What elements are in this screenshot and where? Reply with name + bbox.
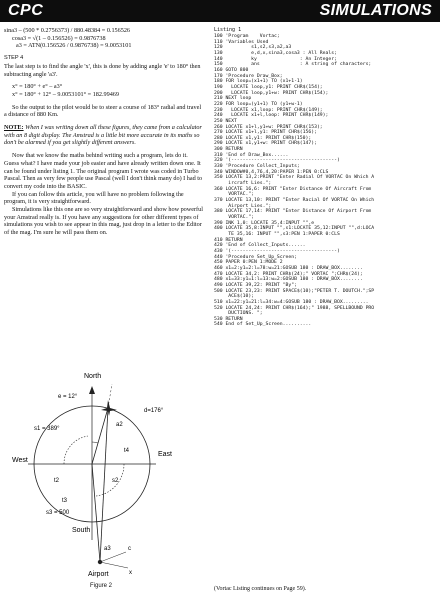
east-label: East — [158, 451, 173, 458]
d-angle-label: d=176° — [144, 408, 164, 414]
code-line: 480 x1=33:y1=1:l=13:w=2:GOSUB 180 : DRAW_BOX........ — [214, 277, 363, 283]
code-line: 530 RETURN — [214, 316, 243, 322]
body-paragraph: Simulations like this one are so very straightforward and show how powerful your Amstrad really is. If you have any suggestions for other different types of simulations you wish to see appear in this mag, just drop in a letter to the Editor of the mag. I'm sure he will pass them on. — [4, 206, 203, 237]
listing-title: Listing 1 — [214, 27, 242, 33]
output-paragraph: So the output to the pilot would be to steer a course of 183° radial and travel a distance of 880 Km. — [4, 103, 202, 119]
code-line: 240 LOCATE x1+l,loop: PRINT CHR$(149); — [214, 113, 329, 119]
step4-heading: STEP 4 — [4, 55, 24, 62]
figure-2-diagram — [4, 364, 204, 584]
code-line: 320 '(-------------------------------------) — [214, 158, 340, 164]
t2-label: t2 — [54, 478, 60, 484]
t3-label: t3 — [62, 498, 68, 504]
code-line: 140 ky : An Integer; — [214, 56, 337, 62]
code-line: VORTAC."; — [214, 192, 255, 198]
code-line: 180 FOR loop=(x1+1) TO (x1+1-1) — [214, 79, 303, 85]
code-line: 380 LOCATE 17,14: PRINT "Enter Distance Of Airport From — [214, 209, 372, 215]
step4-text: The last step is to find the angle 'x', this is done by adding angle 'e' to 180° then subtracting angle 'a3'. — [4, 62, 201, 78]
code-line: ACE$(10); — [214, 294, 255, 300]
s3-line — [92, 464, 100, 562]
north-arrow-icon — [89, 386, 95, 394]
x-label: x — [129, 570, 132, 576]
code-line: 370 LOCATE 13,10: PRINT "Enter Racial Of VORTAC On Which — [214, 198, 375, 204]
s2-label: s2 — [112, 478, 119, 484]
code-line: 260 LOCATE x1+l,y1+w: PRINT CHR$(153); — [214, 124, 323, 130]
code-line: 400 LOCATE 35,8:INPUT "",s1:LOCATE 35,12:INPUT "",d:LOCA — [214, 226, 375, 232]
airport-marker-icon — [98, 560, 102, 564]
code-line: 470 LOCATE 34,2: PRINT CHR$(24);" VORTAC ";CHR$(24); — [214, 271, 363, 277]
airport-label: Airport — [88, 571, 109, 578]
code-line: 410 RETURN — [214, 237, 243, 243]
figure-caption: Figure 2 — [90, 583, 113, 589]
code-line: 330 'Procedure Collect_Inputs; — [214, 164, 300, 170]
x-equation: x° = 180° + 12° – 9.0053101° = 182.99469 — [12, 90, 119, 98]
body-paragraph: Now that we know the maths behind writing such a program, lets do it. Guess what? I have made your job easier and have already written down one. It can be found under listing 1. The original program I wrote was coded in Turbo Pascal. Then as very few people use Pascal (well I don't think many do) I had to convert my code into the BASIC. — [4, 152, 203, 190]
code-line: 420 'End of Collect_Inputs...... — [214, 243, 306, 249]
code-line: 350 LOCATE 13,2:PRINT "Enter Radial Of VORTAC On Which A — [214, 175, 375, 181]
c-label: c — [128, 546, 131, 552]
code-line: 130 e,d,x,sina3,cosa3 : All Reals; — [214, 50, 337, 56]
code-line: 490 LOCATE 39,22: PRINT "By"; — [214, 282, 297, 288]
code-line: 440 'Procedure Set_Up_Screen; — [214, 254, 297, 260]
code-line: 340 WINDOW#0,4,76,4,20:PAPER 1:PEN 0:CLS — [214, 169, 329, 175]
code-line: 520 LOCATE 24,24: PRINT CHR$(164);" 1988, SPELLBOUND PRO — [214, 305, 375, 311]
code-line: 510 x1=22:y1=21:l=34:w=4:GOSUB 180 : DRAW_BOX......... — [214, 299, 369, 305]
code-line: 280 LOCATE x1,y1: PRINT CHR$(150); — [214, 135, 312, 141]
a3-label: a3 — [104, 546, 111, 552]
s1-label: s1 = 389° — [34, 426, 60, 432]
code-line: 270 LOCATE x1+l,y1: PRINT CHR$(156); — [214, 130, 317, 136]
code-line: TE 35,16: INPUT "",s3:PEN 1:PAPER 0:CLS — [214, 231, 340, 237]
code-line: 430 '(-------------------------------------) — [214, 248, 340, 254]
code-line: 120 s1,s2,s3,a2,a3 — [214, 45, 292, 51]
code-line: 360 LOCATE 16,6: PRINT "Enter Distance Of Aircraft From — [214, 186, 372, 192]
north-label: North — [84, 373, 102, 380]
code-line: 250 NEXT — [214, 118, 237, 124]
magazine-section-cpc: CPC — [8, 2, 44, 19]
body-paragraph: If you can follow this article, you will have no problem following the program, it is very straightforward. — [4, 190, 184, 206]
section-title: SIMULATIONS — [319, 2, 432, 19]
code-line: 300 RETURN — [214, 147, 243, 153]
code-line: 170 'Procedure Draw_Box; — [214, 73, 283, 79]
listing-column — [214, 27, 436, 328]
code-line: VORTAC."; — [214, 215, 255, 220]
s3-label: s3 = 500 — [46, 510, 70, 516]
a2-label: a2 — [116, 422, 123, 428]
code-line: 110 'Variables Used — [214, 39, 269, 45]
note-label: NOTE: — [4, 124, 24, 132]
code-line: 310 'End of Draw_Box...... — [214, 152, 289, 158]
code-line: 390 INK 1,0: LOCATE 35,4:INPUT "",e — [214, 220, 315, 226]
code-line: 290 LOCATE x1,y1+w: PRINT CHR$(147); — [214, 141, 317, 147]
note-paragraph — [4, 124, 204, 147]
code-line: 540 End of Set_Up_Screen.......... — [214, 322, 312, 328]
e-angle-label: e = 12° — [58, 394, 78, 400]
code-line: ircraft Lies."; — [214, 181, 272, 187]
code-line: 190 LOCATE loop,y1: PRINT CHR$(154); — [214, 84, 323, 90]
math-line: cosa3 = √(1 – 0.156526) = 0.9876738 — [12, 34, 106, 42]
math-line: a3 = ATN(0.156526 / 0.9876738) = 9.0053101 — [16, 42, 132, 50]
code-line: 450 PAPER 0:PEN 1:MODE 2 — [214, 260, 283, 266]
left-column — [4, 27, 204, 237]
west-label: West — [12, 457, 28, 464]
page-header — [0, 0, 440, 22]
code-line: 100 'Program Vortac; — [214, 34, 280, 39]
code-line: 460 x1=2:y1=2:l=78:w=21:GOSUB 180 : DRAW_BOX........ — [214, 265, 363, 271]
t4-label: t4 — [124, 448, 130, 454]
note-text: When I was writing down all these figures, they came from a calculator with an 8 digit display. The Amstrad is a little bit more accurate in its maths so don't be alarmed if you get slightly different answers. — [4, 124, 202, 147]
code-line: 220 FOR loop=(y1+1) TO (y1+w-1) — [214, 101, 303, 107]
code-line: Airport Lies."; — [214, 203, 272, 209]
code-line: 200 LOCATE loop,y1+w: PRINT CHR$(154); — [214, 90, 329, 96]
code-line: 210 NEXT loop — [214, 96, 252, 102]
math-line: sina3 – (500 * 0.2756373) / 880.48384 = 0.156526 — [4, 27, 131, 34]
code-line: DUCTIONS. "; — [214, 311, 263, 317]
x-equation: x° = 180° + e° – a3° — [12, 83, 63, 91]
south-label: South — [72, 527, 91, 534]
code-line: 230 LOCATE x1,loop: PRINT CHR$(149); — [214, 107, 323, 113]
listing-continued-note: (Vortac Listing continues on Page 59). — [214, 586, 307, 592]
code-listing — [214, 34, 436, 328]
code-line: 160 GOTO 800 — [214, 67, 249, 73]
code-line: 150 ans : A string of characters; — [214, 62, 372, 68]
code-line: 500 LOCATE 23,23: PRINT SPACE$(10);"PETER T. DOUTCH.";SP — [214, 288, 375, 294]
